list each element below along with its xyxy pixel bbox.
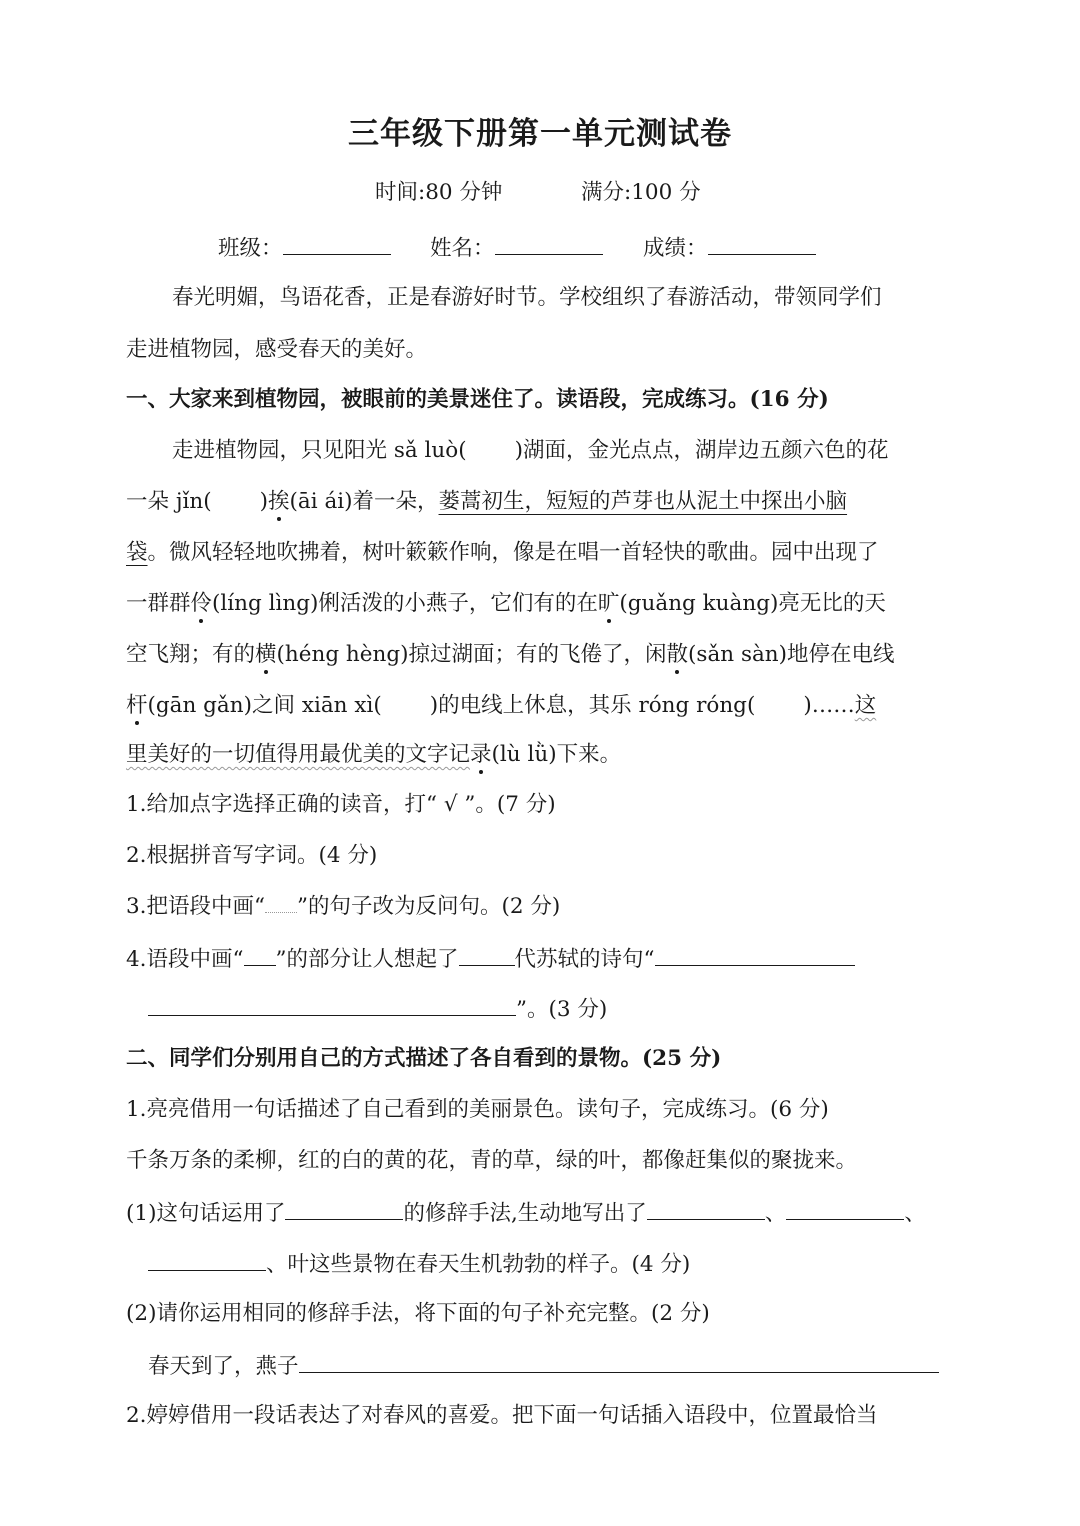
class-blank[interactable]	[283, 232, 391, 255]
question-text: 、	[764, 1201, 787, 1226]
passage-text: (guǎng kuàng)亮无比的天	[619, 591, 886, 616]
question-2-1: 1.亮亮借用一句话描述了自己看到的美丽景色。读句子，完成练习。(6 分)	[126, 1097, 829, 1122]
wavy-phrase: 里美好的一切值得用最优美的文字记	[126, 742, 471, 767]
question-text: ”的句子改为反问句。(2 分)	[297, 894, 561, 919]
passage-text: (héng hèng)掠过湖面；有的飞倦了，闲	[276, 642, 667, 667]
question-text: ”。(3 分)	[516, 997, 608, 1022]
passage-text: (sǎn sàn)地停在电线	[688, 642, 895, 667]
passage-line-3	[126, 538, 879, 568]
question-text: 的修辞手法,生动地写出了	[403, 1201, 647, 1226]
question-2-1-1-cont	[148, 1248, 690, 1280]
exam-full-score: 满分:100 分	[581, 180, 701, 205]
underline-sample	[244, 943, 276, 966]
class-label: 班级：	[218, 236, 283, 261]
question-2-1-2: (2)请你运用相同的修辞手法，将下面的句子补充完整。(2 分)	[126, 1301, 710, 1326]
grade-field	[643, 232, 816, 264]
question-1-1: 1.给加点字选择正确的读音，打“ √ ”。(7 分)	[126, 792, 556, 817]
dotted-char: 录	[470, 742, 492, 767]
answer-blank[interactable]	[148, 993, 516, 1016]
question-1-2: 2.根据拼音写字词。(4 分)	[126, 843, 378, 868]
passage-text: 一群群	[126, 591, 191, 616]
passage-text: (líng lìng)俐活泼的小燕子，它们有的在	[212, 591, 598, 616]
answer-blank[interactable]	[647, 1197, 765, 1220]
passage-line-2	[126, 487, 847, 517]
intro-line-1: 春光明媚，鸟语花香，正是春游好时节。学校组织了春游活动，带领同学们	[172, 285, 882, 310]
passage-line-1	[172, 436, 888, 466]
passage-text: 。微风轻轻地吹拂着，树叶簌簌作响，像是在唱一首轻快的歌曲。园中出现了	[147, 540, 879, 565]
answer-blank[interactable]	[148, 1248, 266, 1271]
answer-blank[interactable]	[786, 1197, 904, 1220]
answer-blank[interactable]	[299, 1350, 939, 1373]
passage-line-5	[126, 640, 895, 670]
wavy-line-sample	[265, 892, 297, 913]
passage-line-4	[126, 589, 886, 619]
quoted-sentence: 千条万条的柔柳，红的白的黄的花，青的草，绿的叶，都像赶集似的聚拢来。	[126, 1148, 858, 1173]
passage-line-6	[126, 691, 876, 721]
dotted-char: 杆	[126, 693, 148, 718]
passage-text: (lù lǜ)下来。	[491, 742, 622, 767]
answer-blank[interactable]	[459, 943, 515, 966]
passage-text: 空飞翔；有的	[126, 642, 256, 667]
question-1-3	[126, 892, 560, 922]
question-2-2: 2.婷婷借用一段话表达了对春风的喜爱。把下面一句话插入语段中，位置最恰当	[126, 1403, 878, 1428]
question-text: 3.把语段中画“	[126, 894, 266, 919]
passage-text: )的电线上休息，其乐 róng róng(	[429, 693, 756, 718]
question-1-4	[126, 943, 855, 975]
section-2-heading: 二、同学们分别用自己的方式描述了各自看到的景物。(25 分)	[126, 1046, 722, 1071]
answer-blank[interactable]	[285, 1197, 403, 1220]
passage-text: )	[259, 489, 269, 514]
name-field	[430, 232, 603, 264]
dotted-char: 挨	[268, 489, 290, 514]
passage-text: 走进植物园，只见阳光 sǎ luò(	[172, 438, 467, 463]
question-2-1-2-prompt	[148, 1350, 939, 1382]
dotted-char: 旷	[597, 591, 620, 616]
intro-line-2: 走进植物园，感受春天的美好。	[126, 337, 428, 362]
exam-time: 时间:80 分钟	[375, 180, 503, 205]
passage-text: (gān gǎn)之间 xiān xì(	[147, 693, 382, 718]
passage-text: )湖面，金光点点，湖岸边五颜六色的花	[514, 438, 889, 463]
dotted-char: 散	[666, 642, 689, 667]
class-field	[218, 232, 391, 264]
name-blank[interactable]	[495, 232, 603, 255]
grade-blank[interactable]	[708, 232, 816, 255]
dotted-char: 横	[255, 642, 277, 667]
question-text: 代苏轼的诗句“	[514, 947, 655, 972]
name-label: 姓名：	[430, 236, 495, 261]
answer-blank[interactable]	[655, 943, 855, 966]
passage-text: (āi ái)着一朵，	[289, 489, 439, 514]
question-text: (1)这句话运用了	[126, 1201, 286, 1226]
question-1-4-cont	[148, 993, 607, 1025]
section-1-heading: 一、大家来到植物园，被眼前的美景迷住了。读语段，完成练习。(16 分)	[126, 387, 829, 412]
question-text: 春天到了，燕子	[148, 1354, 299, 1379]
question-text: 4.语段中画“	[126, 947, 244, 972]
page-title: 三年级下册第一单元测试卷	[348, 116, 732, 152]
passage-text: )……	[803, 693, 855, 718]
grade-label: 成绩：	[643, 236, 708, 261]
passage-text: 一朵 jǐn(	[126, 489, 212, 514]
dotted-char: 伶	[190, 591, 213, 616]
passage-line-7	[126, 740, 621, 770]
question-text: 、叶这些景物在春天生机勃勃的样子。(4 分)	[266, 1252, 691, 1277]
question-text: 、	[904, 1201, 926, 1226]
question-2-1-1	[126, 1197, 926, 1229]
question-text: ”的部分让人想起了	[275, 947, 459, 972]
underlined-phrase: 袋	[126, 540, 148, 565]
wavy-phrase: 这	[854, 693, 877, 718]
underlined-phrase: 蒌蒿初生，短短的芦芽也从泥土中探出小脑	[438, 489, 848, 514]
